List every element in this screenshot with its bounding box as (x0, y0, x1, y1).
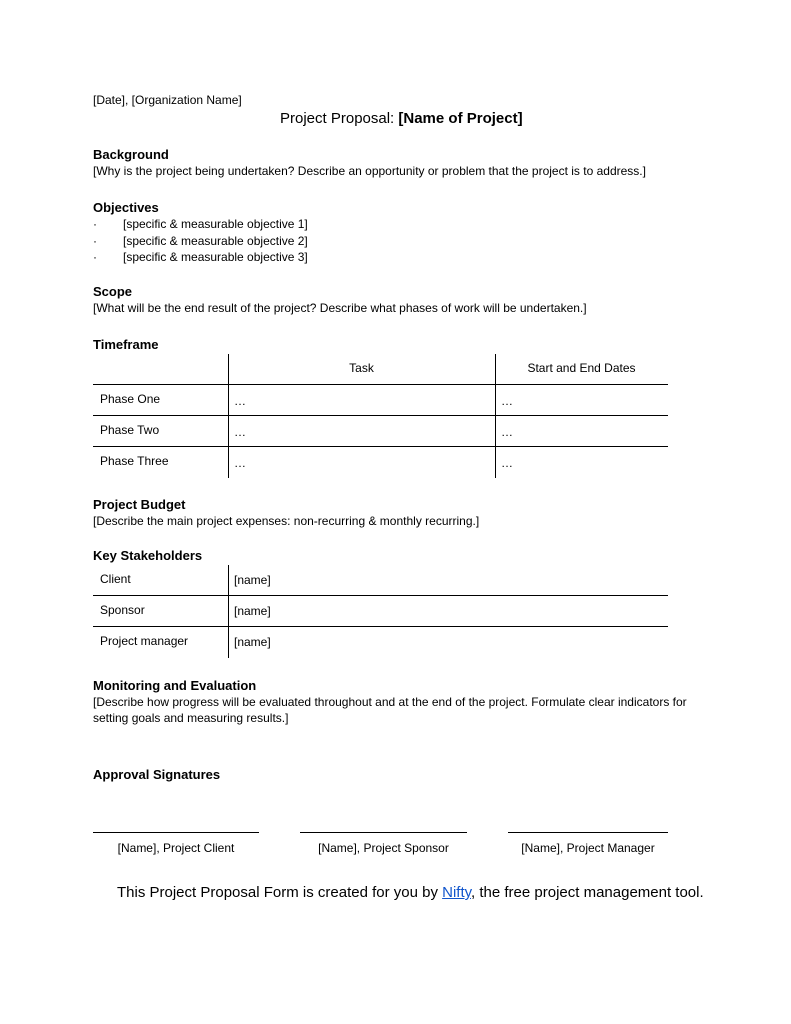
title-prefix: Project Proposal: (280, 110, 399, 127)
objectives-heading: Objectives (93, 200, 159, 215)
column-header-dates: Start and End Dates (527, 361, 636, 375)
stakeholder-role: Client (100, 572, 131, 586)
budget-text: [Describe the main project expenses: non-recurring & monthly recurring.] (93, 514, 480, 528)
stakeholder-name: [name] (234, 573, 271, 587)
project-name: [Name of Project] (398, 110, 523, 127)
footer-note (117, 884, 704, 901)
timeframe-dates-cell: … (501, 425, 513, 439)
signature-label-manager: [Name], Project Manager (521, 841, 655, 855)
timeframe-dates-cell: … (501, 456, 513, 470)
scope-text: [What will be the end result of the project? Describe what phases of work will be undertaken.] (93, 301, 587, 315)
monitoring-text-line1: [Describe how progress will be evaluated throughout and at the end of the project. Formulate clear indicators for (93, 695, 687, 709)
approval-heading: Approval Signatures (93, 767, 221, 782)
signature-label-client: [Name], Project Client (117, 841, 235, 855)
stakeholder-role: Sponsor (100, 603, 145, 617)
table-divider (93, 446, 668, 447)
stakeholders-heading: Key Stakeholders (93, 548, 203, 563)
table-divider (93, 415, 668, 416)
monitoring-text-line2: setting goals and measuring results.] (93, 711, 289, 725)
date-organization-line: [Date], [Organization Name] (93, 93, 242, 107)
timeframe-heading: Timeframe (93, 337, 159, 352)
stakeholder-name: [name] (234, 604, 271, 618)
footer-text-before: This Project Proposal Form is created for you by (117, 884, 443, 901)
timeframe-table (93, 354, 668, 478)
table-divider (93, 384, 668, 385)
objective-text: [specific & measurable objective 2] (123, 233, 308, 248)
table-divider (93, 626, 668, 627)
nifty-link[interactable]: Nifty (442, 884, 472, 901)
scope-heading: Scope (93, 284, 133, 299)
stakeholder-role: Project manager (100, 634, 189, 648)
table-divider (228, 565, 229, 658)
objective-text: [specific & measurable objective 1] (123, 217, 308, 231)
background-text: [Why is the project being undertaken? Describe an opportunity or problem that the project is to address.] (93, 164, 646, 178)
signature-label-sponsor: [Name], Project Sponsor (318, 841, 449, 855)
timeframe-phase-cell: Phase Two (100, 423, 160, 437)
timeframe-phase-cell: Phase Three (100, 454, 169, 468)
document-title (280, 110, 523, 127)
bullet-icon: · (93, 250, 97, 264)
timeframe-task-cell: … (234, 394, 246, 408)
signature-line-sponsor (300, 832, 467, 833)
stakeholder-name: [name] (234, 635, 271, 649)
timeframe-task-cell: … (234, 456, 246, 470)
timeframe-dates-cell: … (501, 394, 513, 408)
table-divider (93, 595, 668, 596)
bullet-icon: · (93, 233, 97, 248)
stakeholders-table (93, 565, 668, 658)
timeframe-phase-cell: Phase One (100, 392, 161, 406)
monitoring-heading: Monitoring and Evaluation (93, 678, 257, 693)
budget-heading: Project Budget (93, 497, 186, 512)
background-heading: Background (93, 147, 169, 162)
column-header-task: Task (349, 361, 374, 375)
bullet-icon: · (93, 217, 97, 231)
signature-line-manager (508, 832, 668, 833)
timeframe-task-cell: … (234, 425, 246, 439)
footer-text-after: , the free project management tool. (471, 884, 704, 901)
signature-line-client (93, 832, 259, 833)
objective-text: [specific & measurable objective 3] (123, 250, 308, 264)
